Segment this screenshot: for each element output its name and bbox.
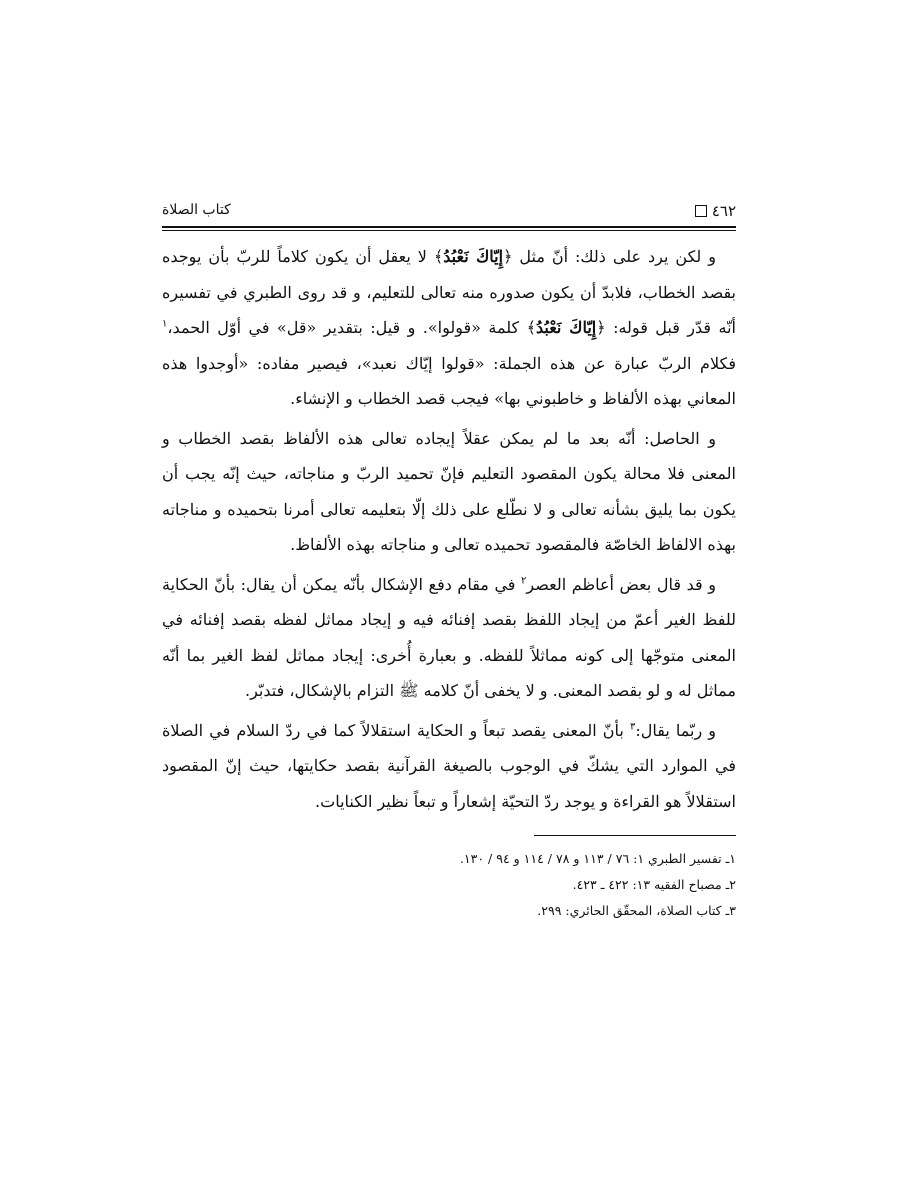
footnotes (162, 846, 736, 924)
paragraph-text: في مقام دفع الإشكال بأنّه يمكن أن يقال: بأنّ الحكاية للفظ الغير أعمّ من إيجاد اللفظ بقصد إفنائه فيه و إيجاد مماثل لفظه بقصد إفنائه في المعنى متوجّها إلى كونه مماثلاً للفظه. و بعبارة أُخرى: إيجاد مماثل لفظ الغير بما أنّه مماثل له و لو بقصد المعنى. و لا يخفى أنّ كلامه ﷺ التزام بالإشكال، فتدبّر. (162, 574, 737, 700)
quran-quote: إِيّاكَ نَعْبُدُ (443, 247, 504, 266)
square-ornament-icon (695, 205, 707, 217)
footnote-separator (534, 835, 736, 836)
paragraph-text: و قد قال بعض أعاظم العصر (526, 574, 716, 594)
footnote-ref: ١ (162, 318, 168, 330)
footnote: ٣ـ كتاب الصلاة، المحقّق الحائري: ٢٩٩. (537, 903, 736, 918)
paragraph-text: ﴾ كلمة «قولوا». و قيل: بتقدير «قل» في أوّل الحمد، (167, 318, 536, 337)
header-rule-thick (162, 226, 736, 228)
footnote: ١ـ تفسير الطبري ١: ٧٦ / ١١٣ و ٧٨ / ١١٤ و ٩٤ / ١٣٠. (459, 851, 736, 866)
paragraph-text: و لكن يرد على ذلك: أنّ مثل ﴿ (503, 247, 716, 266)
book-page (162, 196, 736, 924)
quran-quote: إِيّاكَ نَعْبُدُ (535, 318, 597, 337)
footnote-ref: ٣ (629, 721, 636, 733)
paragraph-text: فكلام الربّ عبارة عن هذه الجملة: «قولوا إيّاك نعبد»، فيصير مفاده: «أوجدوا هذه المعاني بهذه الألفاظ و خاطبوني بها» فيجب قصد الخطاب و الإنشاء. (162, 353, 736, 408)
paragraph (162, 713, 736, 820)
paragraph-text: ﴾ لا يعقل أن يكون كلاماً للربّ بأن يوجده بقصد الخطاب، فلابدّ أن يكون صدوره منه تعالى للتعليم، و قد روى الطبري في تفسيره أنّه قدّر قبل قوله: ﴿ (162, 247, 737, 337)
page-header (162, 196, 736, 226)
footnote-ref: ٢ (521, 575, 527, 587)
paragraph (162, 421, 736, 563)
paragraph-text: و الحاصل: أنّه بعد ما لم يمكن عقلاً إيجاده تعالى هذه الألفاظ بقصد الخطاب و المعنى فلا محالة يكون المقصود التعليم فإنّ تحميد الربّ و مناجاته، حيث إنّه يجب أن يكون بما يليق بشأنه تعالى و لا نطّلع على ذلك إلّا بتعليمه تعالى أمرنا بتحميده و مناجاته بهذه الالفاظ الخاصّة فالمقصود تحميده تعالى و مناجاته بهذه الألفاظ. (162, 428, 736, 554)
page-number (695, 202, 736, 220)
running-title: كتاب الصلاة (162, 202, 231, 218)
page-number-text: ٤٦٢ (711, 202, 736, 220)
header-rule-thin (162, 230, 736, 231)
paragraph-text: بأنّ المعنى يقصد تبعاً و الحكاية استقلالاً كما في ردّ السلام في الصلاة في الموارد التي يشكّ في الوجوب بالصيغة القرآنية بقصد حكايتها، حيث إنّ المقصود استقلالاً هو القراءة و يوجد ردّ التحيّة إشعاراً و تبعاً نظير الكنايات. (162, 720, 736, 811)
body-text (162, 239, 736, 819)
paragraph (162, 567, 736, 709)
paragraph (162, 239, 736, 417)
footnote: ٢ـ مصباح الفقيه ١٣: ٤٢٢ ـ ٤٢٣. (572, 877, 736, 892)
paragraph-text: و ربّما يقال: (635, 720, 717, 740)
